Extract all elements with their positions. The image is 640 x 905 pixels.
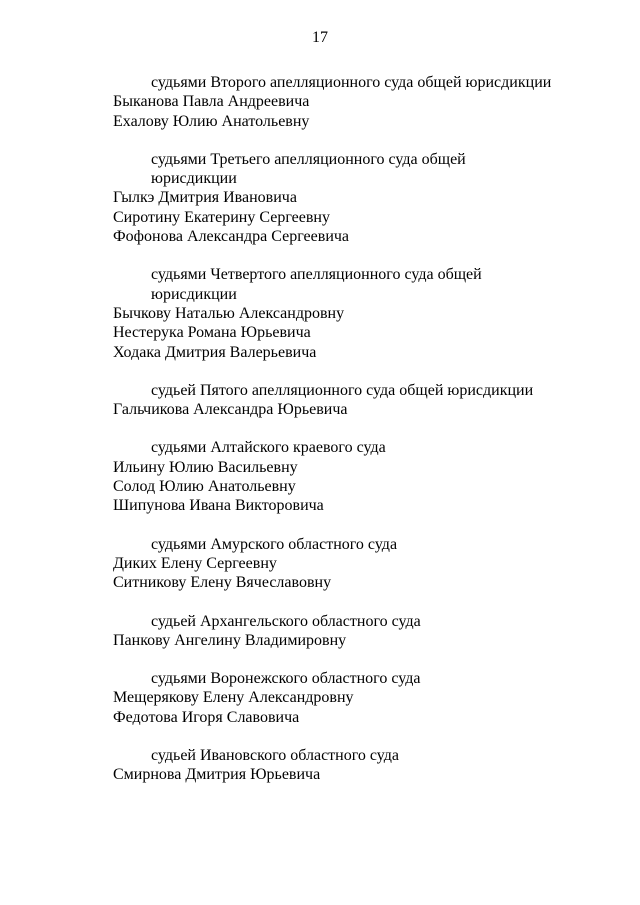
judge-name: Сиротину Екатерину Сергеевну <box>113 208 330 226</box>
judge-name: Солод Юлию Анатольевну <box>113 478 296 496</box>
judge-name: Нестерука Романа Юрьевича <box>113 324 311 342</box>
judge-name: Быканова Павла Андреевича <box>113 93 310 111</box>
judge-name: Диких Елену Сергеевну <box>113 554 277 572</box>
court-heading: судьей Ивановского областного суда <box>151 747 400 765</box>
court-heading: судьями Амурского областного суда <box>151 535 398 553</box>
court-heading: судьями Алтайского краевого суда <box>151 439 386 457</box>
judge-name: Фофонова Александра Сергеевича <box>113 228 350 246</box>
court-heading: судьями Второго апелляционного суда общей юрисдикции <box>151 74 552 91</box>
court-heading: судьями Третьего апелляционного суда общей <box>151 150 466 168</box>
court-block-altai <box>113 438 573 515</box>
court-block-third-appeal <box>113 150 573 246</box>
court-heading-continued: юрисдикции <box>151 170 237 188</box>
judge-name: Ситникову Елену Вячеславовну <box>113 574 332 592</box>
court-heading: судьей Архангельского областного суда <box>151 612 421 630</box>
court-block-arkhangelsk <box>113 612 573 651</box>
court-block-second-appeal <box>113 73 573 131</box>
court-heading: судьями Четвертого апелляционного суда общей <box>151 266 482 284</box>
judge-name: Ильину Юлию Васильевну <box>113 458 298 476</box>
court-block-amur <box>113 535 573 593</box>
judge-name: Бычкову Наталью Александровну <box>113 304 345 322</box>
judge-name: Шипунова Ивана Викторовича <box>113 497 324 515</box>
court-block-fifth-appeal <box>113 381 573 420</box>
judge-name: Федотова Игоря Славовича <box>113 708 300 726</box>
judge-name: Смирнова Дмитрия Юрьевича <box>113 766 321 784</box>
court-heading-continued: юрисдикции <box>151 285 237 303</box>
judge-name: Панкову Ангелину Владимировну <box>113 631 347 649</box>
judge-name: Ходака Дмитрия Валерьевича <box>113 343 317 361</box>
court-block-fourth-appeal <box>113 265 573 361</box>
judge-name: Гальчикова Александра Юрьевича <box>113 401 348 419</box>
judge-name: Ехалову Юлию Анатольевну <box>113 112 310 130</box>
court-block-ivanovo <box>113 746 573 785</box>
judge-name: Гылкэ Дмитрия Ивановича <box>113 189 297 207</box>
page-number: 17 <box>312 29 328 46</box>
document-body <box>113 73 573 804</box>
court-block-voronezh <box>113 669 573 727</box>
judge-name: Мещерякову Елену Александровну <box>113 689 354 707</box>
court-heading: судьей Пятого апелляционного суда общей юрисдикции <box>151 381 534 399</box>
court-heading: судьями Воронежского областного суда <box>151 670 421 688</box>
